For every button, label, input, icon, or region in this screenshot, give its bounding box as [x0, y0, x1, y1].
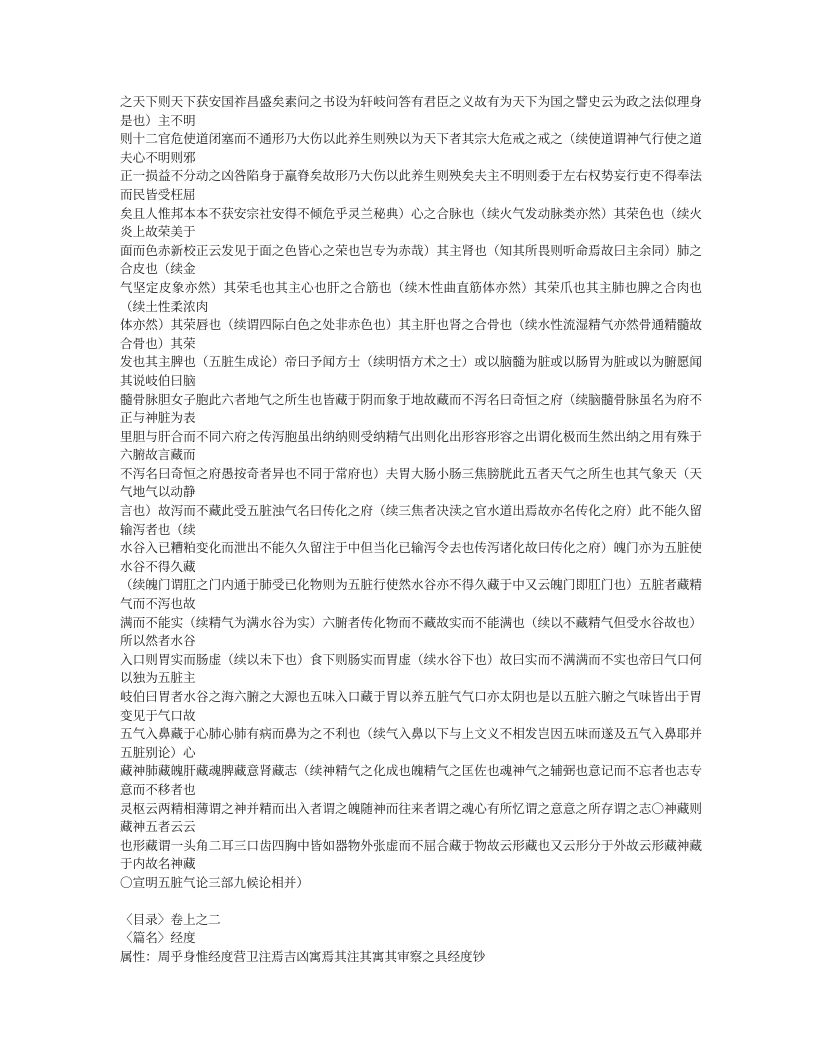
paragraph-1: 之天下则天下获安国祚昌盛矣素问之书设为轩岐问答有君臣之义故有为天下为国之譬史云为政之法似理身是也）主不明: [120, 94, 702, 128]
attribute-line: 属性：周乎身惟经度营卫注焉吉凶寓焉其注其寓其审察之具经度钞: [120, 948, 486, 964]
section-header: [120, 911, 702, 967]
section-title: 〈篇名〉经度: [120, 930, 196, 946]
paragraph-17: 岐伯曰胃者水谷之海六腑之大源也五味入口藏于胃以养五脏气气口亦太阴也是以五脏六腑之气味皆出于胃变见于气口故: [120, 689, 702, 723]
paragraph-19: 藏神肺藏魄肝藏魂脾藏意肾藏志（续神精气之化成也魄精气之匡佐也魂神气之辅弼也意记而不忘者也志专意而不移者也: [120, 763, 702, 797]
paragraph-12: 言也）故泻而不藏此受五脏浊气名曰传化之府（续三焦者决渎之官水道出焉故亦名传化之府）此不能久留输泻者也（续: [120, 503, 702, 537]
paragraph-20: 灵枢云两精相薄谓之神并精而出入者谓之魄随神而往来者谓之魂心有所忆谓之意意之所存谓之志〇神藏则藏神五者云云: [120, 800, 702, 835]
paragraph-18: 五气入鼻藏于心肺心肺有病而鼻为之不利也（续气入鼻以下与上文义不相发岂因五味而遂及五气入鼻耶并五脏别论）心: [120, 726, 702, 760]
paragraph-6: 气坚定皮象亦然）其荣毛也其主心也肝之合筋也（续木性曲直筋体亦然）其荣爪也其主肺也脾之合肉也（续土性柔浓肉: [120, 279, 702, 314]
document-page: [120, 93, 702, 966]
paragraph-22: 〇宣明五脏气论三部九候论相并）: [120, 874, 309, 890]
paragraph-2: 则十二官危使道闭塞而不通形乃大伤以此养生则殃以为天下者其宗大危戒之戒之（续使道谓神气行使之道夫心不明则邪: [120, 131, 702, 165]
paragraph-7: 体亦然）其荣唇也（续谓四际白色之处非赤色也）其主肝也肾之合骨也（续水性流湿精气亦然骨通精髓故合骨也）其荣: [120, 317, 702, 351]
paragraph-9: 髓骨脉胆女子胞此六者地气之所生也皆藏于阴而象于地故藏而不泻名曰奇恒之府（续脑髓骨脉虽名为府不正与神脏为表: [120, 391, 702, 426]
paragraph-16: 入口则胃实而肠虚（续以未下也）食下则肠实而胃虚（续水谷下也）故曰实而不满满而不实也帝曰气口何以独为五脏主: [120, 651, 702, 686]
paragraph-4: 矣且人惟邦本本不获安宗社安得不倾危乎灵兰秘典）心之合脉也（续火气发动脉类亦然）其荣色也（续火炎上故荣美于: [120, 205, 702, 240]
paragraph-10: 里胆与肝合而不同六府之传泻胞虽出纳纳则受纳精气出则化出形容形容之出谓化极而生然出纳之用有殊于六腑故言藏而: [120, 428, 702, 463]
paragraph-5: 面而色赤新校正云发见于面之色皆心之荣也岂专为赤哉）其主肾也（知其所畏则听命焉故曰主余同）肺之合皮也（续金: [120, 242, 702, 277]
toc-line: 〈目录〉卷上之二: [120, 911, 221, 927]
paragraph-13: 水谷入已糟粕变化而泄出不能久久留注于中但当化已输泻令去也传泻诸化故曰传化之府）魄门亦为五脏使水谷不得久藏: [120, 540, 702, 574]
paragraph-14: （续魄门谓肛之门内通于肺受已化物则为五脏行使然水谷亦不得久藏于中又云魄门即肛门也）五脏者藏精气而不泻也故: [120, 577, 702, 612]
paragraph-15: 满而不能实（续精气为满水谷为实）六腑者传化物而不藏故实而不能满也（续以不藏精气但受水谷故也）所以然者水谷: [120, 614, 702, 649]
paragraph-8: 发也其主脾也（五脏生成论）帝曰予闻方士（续明悟方术之士）或以脑髓为脏或以肠胃为脏或以为腑愿闻其说岐伯曰脑: [120, 354, 702, 388]
paragraph-21: 也形藏谓一头角二耳三口齿四胸中皆如器物外张虚而不屈合藏于物故云形藏也又云形分于外故云形藏神藏于内故名神藏: [120, 837, 702, 872]
section-gap: [120, 893, 702, 911]
body-text: [120, 93, 702, 893]
paragraph-3: 正一损益不分动之凶咎陷身于羸脊矣故形乃大伤以此养生则殃矣夫主不明则委于左右权势妄行吏不得奉法而民皆受枉屈: [120, 168, 702, 202]
paragraph-11: 不泻名曰奇恒之府愚按奇者异也不同于常府也）夫胃大肠小肠三焦膀胱此五者天气之所生也其气象天（天气地气以动静: [120, 465, 702, 500]
